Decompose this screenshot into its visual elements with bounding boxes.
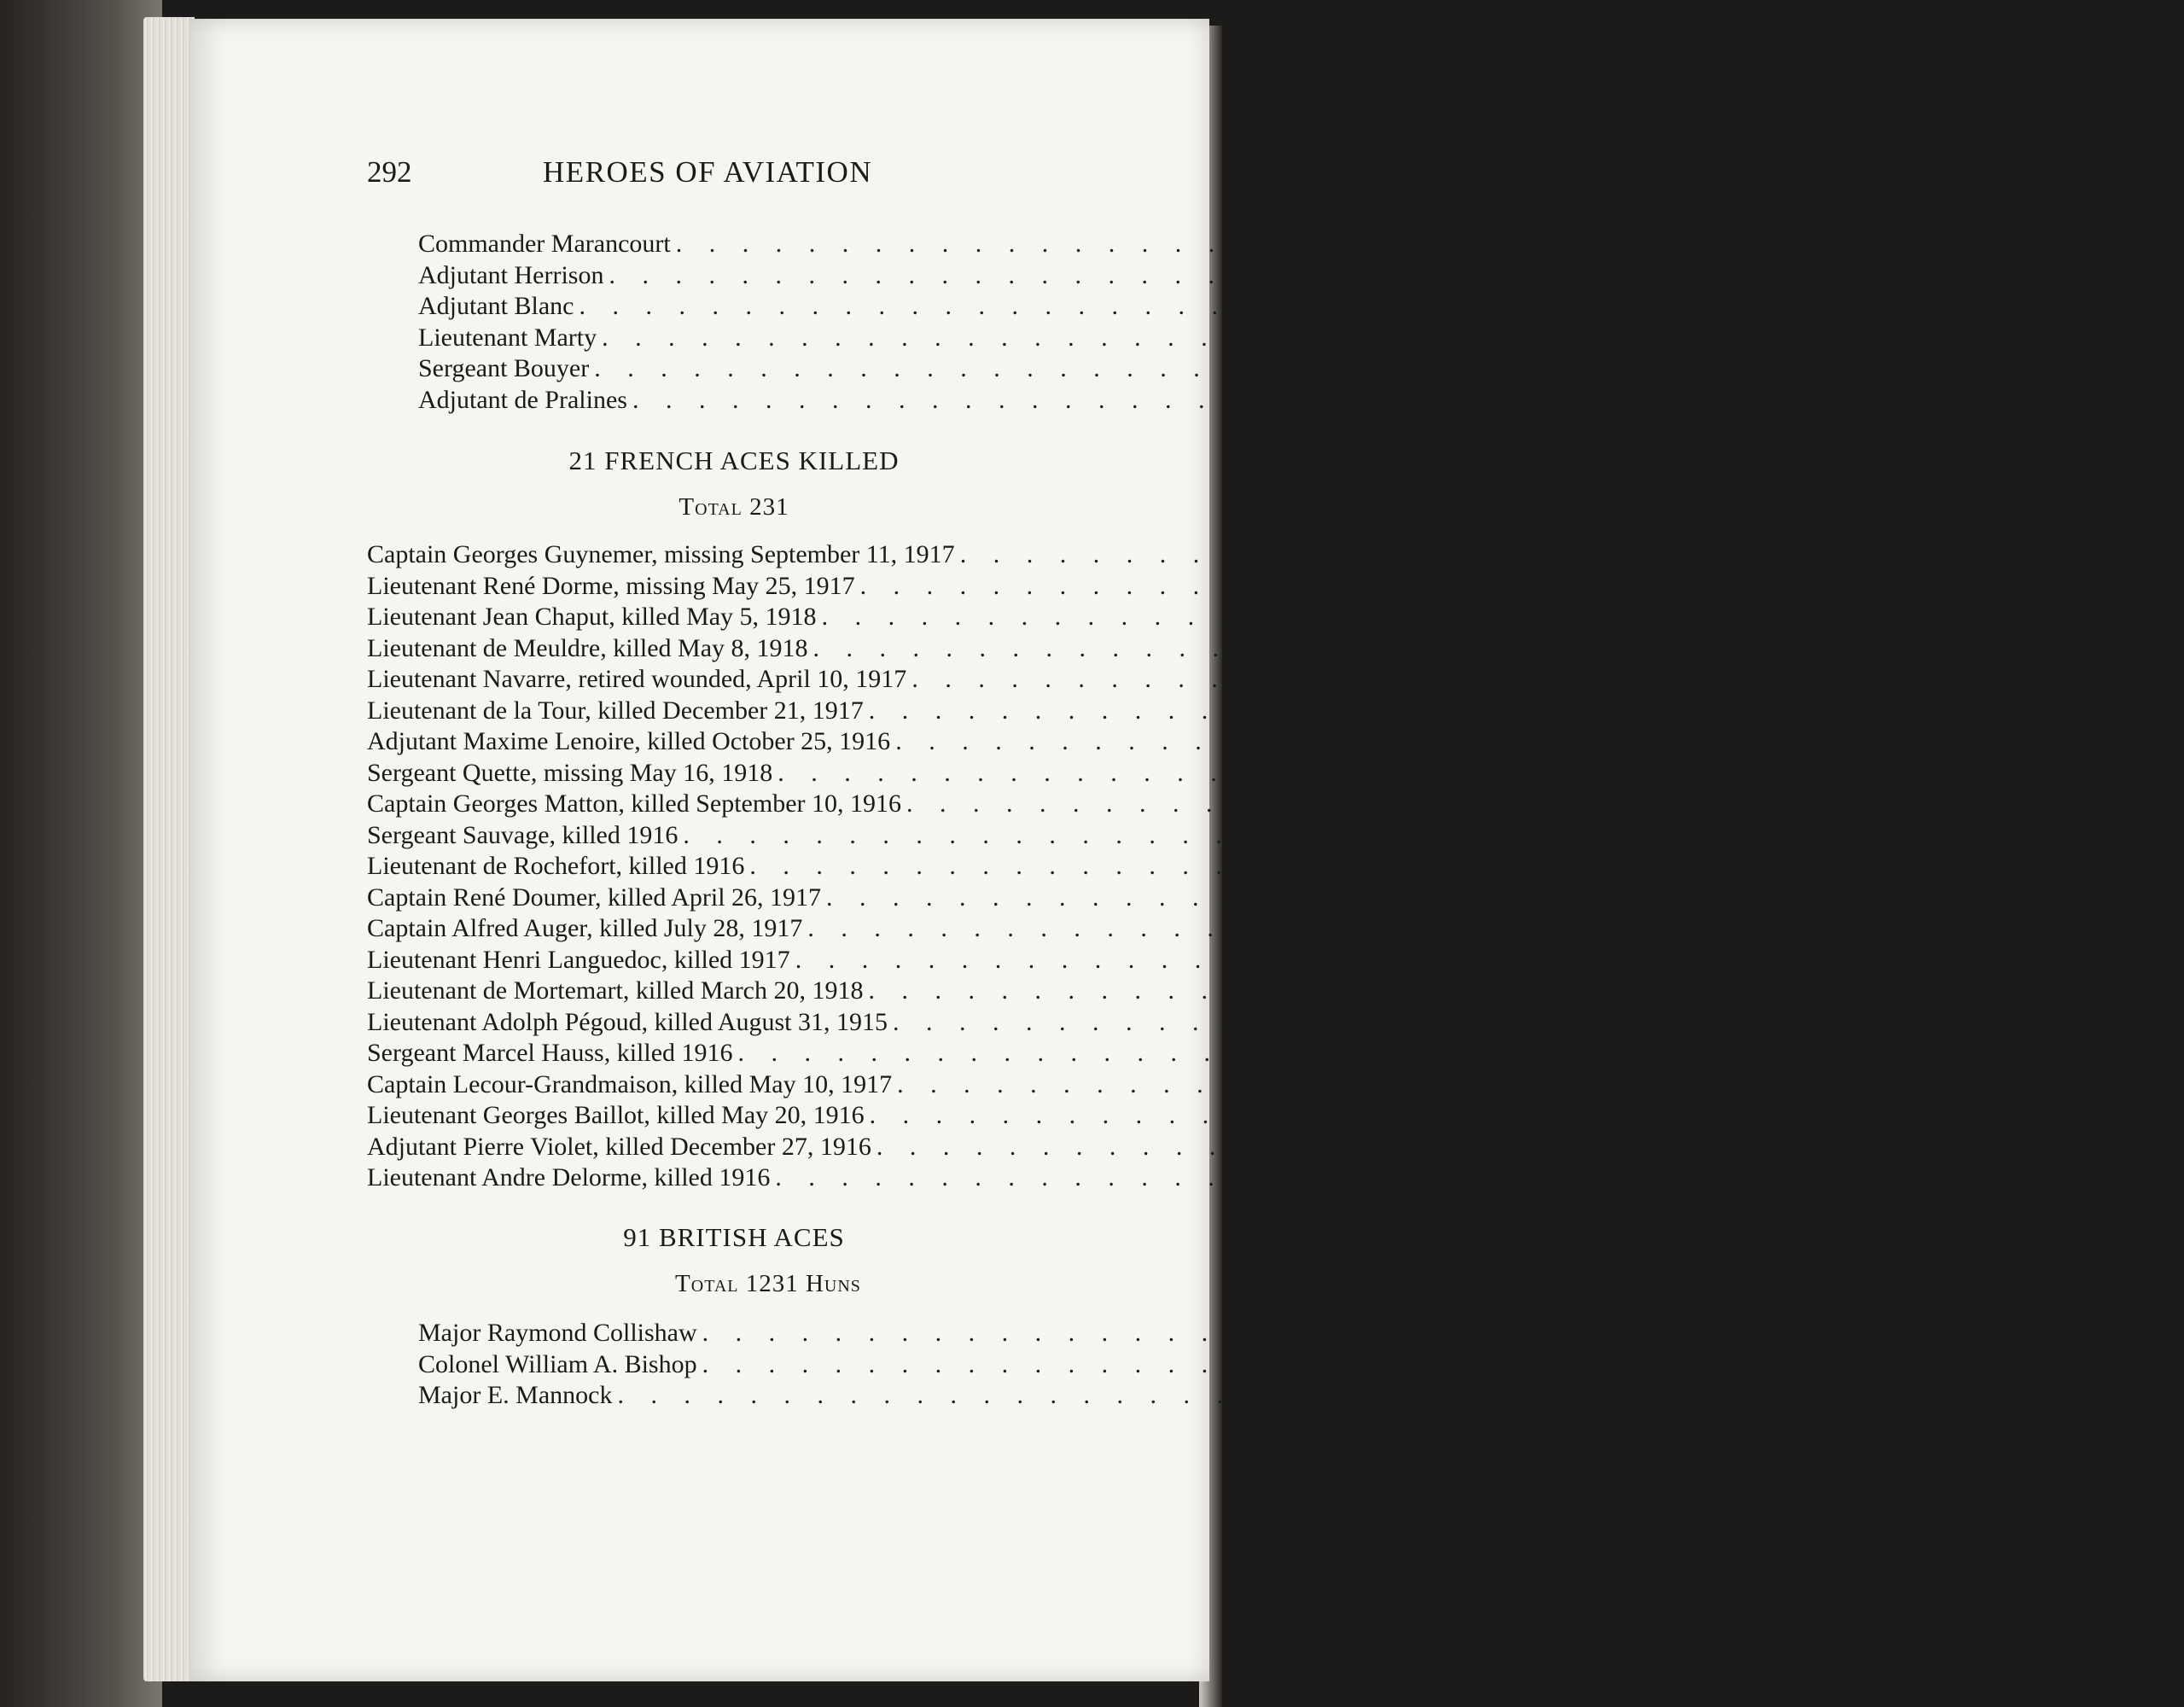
victory-count: 5 [2081,1101,2094,1129]
list-item [367,851,1974,883]
section-heading-british-aces: 91 BRITISH ACES [623,1222,845,1252]
ace-name: Commander Marancourt [418,229,676,260]
ace-name: Lieutenant Jean Chaput, killed May 5, 1918 [367,602,822,633]
ace-name: Lieutenant de Mortemart, killed March 20, 1918 [367,976,869,1007]
ace-name: Sergeant Sauvage, killed 1916 [367,820,683,852]
dot-leader: . . . . . . . . . . . . . . . . . . . . . . . . . . . . . . . . . . . . [602,323,1784,352]
dot-leader: . . . . . . . . . . . . . . . . . . . . . . . . . . . . . . . . . . . . [795,945,1977,974]
ace-name: Adjutant Herrison [418,260,609,292]
dot-leader: . . . . . . . . . . . . . . . . . . . . . . . . . . . . . . . . . . . . [594,354,1776,382]
ace-name: Lieutenant Georges Baillot, killed May 20, 1916 [367,1100,870,1132]
dot-leader: . . . . . . . . . . . . . . . . . . . . . . . . . . . . . . . . . . . . [737,1039,1920,1067]
list-item [367,1100,2094,1132]
dot-leader: . . . . . . . . . . . . . . . . . . . . . . . . . . . . . . . . . . . . [632,385,1814,414]
ace-name: Lieutenant Navarre, retired wounded, April 10, 1917 [367,664,911,696]
dot-leader: . . . . . . . . . . . . . . . . . . . . . . . . . . . . . . . . . . . . [897,1069,2079,1098]
dot-leader: . . . . . . . . . . . . . . . . . . . . . . . . . . . . . . . . . . . . [869,1101,2052,1129]
ace-name: Sergeant Marcel Hauss, killed 1916 [367,1038,738,1069]
victory-count: 5 [1986,1163,2000,1191]
list-item [367,913,2032,945]
list-item [367,1069,2122,1101]
victory-count: 11 [2094,727,2120,755]
ace-name: Captain René Doumer, killed April 26, 1917 [367,883,826,914]
ace-name: Colonel William A. Bishop [418,1349,702,1381]
ace-name: Captain Georges Guynemer, missing September 11, 1917 [367,539,960,571]
dot-leader: . . . . . . . . . . . . . . . . . . . . . . . . . . . . . . . . . . . . [775,1163,1957,1191]
dot-leader: . . . . . . . . . . . . . . . . . . . . . . . . . . . . . . . . . . . . [702,1349,1884,1378]
list-item [367,945,2020,976]
victory-count: 7 [2006,945,2020,974]
list-item [367,633,2038,665]
dot-leader: . . . . . . . . . . . . . . . . . . . . . . . . . . . . . . . . . . . . [911,665,2094,693]
ace-name: Major Raymond Collishaw [418,1318,702,1349]
book-title: HEROES OF AVIATION [543,155,873,189]
list-item [418,1318,1927,1349]
victory-count: 6 [2080,976,2093,1005]
victory-count: 71 [1815,1381,1842,1409]
victory-count: 72 [1901,1349,1927,1378]
french-aces-list [418,229,1896,416]
dot-leader: . . . . . . . . . . . . . . . . . . . . . . . . . . . . . . . . . . . . [807,914,1989,942]
british-aces-list [418,1318,1927,1412]
ace-name: Adjutant Maxime Lenoire, killed October 25, 1916 [367,726,895,758]
section-total-french-killed: Total 231 [678,493,789,521]
ace-name: Adjutant de Pralines [418,385,632,417]
ace-name: Sergeant Bouyer [418,353,594,385]
dot-leader: . . . . . . . . . . . . . . . . . . . . . . . . . . . . . . . . . . . . [778,758,1960,787]
page-stack-edges [143,17,195,1681]
list-item [418,260,1828,292]
list-item [418,291,1798,323]
ace-name: Lieutenant René Dorme, missing May 25, 1917 [367,571,860,603]
ace-name: Sergeant Quette, missing May 16, 1918 [367,758,778,789]
victory-count: 5 [2088,1132,2101,1161]
victory-count: 5 [2108,1069,2122,1098]
list-item [367,1038,1963,1069]
victory-count: 12 [2110,665,2136,693]
french-killed-list [367,539,2184,1194]
victory-count: 5 [1949,1039,1963,1067]
list-item [367,539,2184,571]
victory-count: 5 [1785,292,1798,320]
ace-name: Adjutant Blanc [418,291,579,323]
list-item [367,976,2093,1007]
list-item [367,571,2085,603]
dot-leader: . . . . . . . . . . . . . . . . . . . . . . . . . . . . . . . . . . . . [868,696,2051,725]
list-item [367,602,2047,633]
victory-count: 5 [1800,354,1814,382]
victory-count: 16 [2020,603,2047,631]
dot-leader: . . . . . . . . . . . . . . . . . . . . . . . . . . . . . . . . . . . . [609,260,1791,289]
dot-leader: . . . . . . . . . . . . . . . . . . . . . . . . . . . . . . . . . . . . [812,633,1995,662]
victory-count: 5 [1814,260,1828,289]
list-item [418,1380,1842,1412]
dot-leader: . . . . . . . . . . . . . . . . . . . . . . . . . . . . . . . . . . . . [683,820,1865,849]
dot-leader: . . . . . . . . . . . . . . . . . . . . . . . . . . . . . . . . . . . . [702,1319,1884,1347]
list-item [418,385,1852,417]
dot-leader: . . . . . . . . . . . . . . . . . . . . . . . . . . . . . . . . . . . . [859,571,2042,600]
ace-name: Lieutenant de Rochefort, killed 1916 [367,851,749,883]
ace-name: Lieutenant de Meuldre, killed May 8, 1918 [367,633,813,665]
dot-leader: . . . . . . . . . . . . . . . . . . . . . . . . . . . . . . . . . . . . [617,1381,1799,1409]
list-item [367,758,2002,789]
list-item [367,1162,2000,1194]
list-item [367,1132,2101,1163]
ace-name: Lieutenant Adolph Pégoud, killed August 31, 1915 [367,1007,893,1039]
list-item [367,726,2120,758]
ace-name: Major E. Mannock [418,1380,617,1412]
victory-count: 53 [2158,540,2184,568]
victory-count: 7 [2018,914,2032,942]
victory-count: 11 [2068,696,2094,725]
list-item [418,1349,1927,1381]
book-edge [0,0,162,1707]
victory-count: 5 [1882,230,1896,258]
victory-count: 8 [1894,820,1907,849]
victory-count: 5 [1808,323,1821,352]
victory-count: 9 [2117,789,2131,818]
section-total-british-aces: Total 1231 Huns [675,1270,861,1297]
dot-leader: . . . . . . . . . . . . . . . . . . . . . . . . . . . . . . . . . . . . [892,1007,2075,1036]
list-item [367,883,2051,914]
ace-name: Adjutant Pierre Violet, killed December 27, 1916 [367,1132,877,1163]
ace-name: Captain Georges Matton, killed September 10, 1916 [367,789,906,820]
ace-name: Captain Lecour-Grandmaison, killed May 10, 1917 [367,1069,897,1101]
dot-leader: . . . . . . . . . . . . . . . . . . . . . . . . . . . . . . . . . . . . [579,292,1761,320]
victory-count: 10 [1976,758,2002,787]
dot-leader: . . . . . . . . . . . . . . . . . . . . . . . . . . . . . . . . . . . . [959,540,2142,568]
dot-leader: . . . . . . . . . . . . . . . . . . . . . . . . . . . . . . . . . . . . [868,976,2050,1005]
dot-leader: . . . . . . . . . . . . . . . . . . . . . . . . . . . . . . . . . . . . [906,789,2088,818]
page-number: 292 [367,155,412,189]
list-item [367,789,2131,820]
dot-leader: . . . . . . . . . . . . . . . . . . . . . . . . . . . . . . . . . . . . [821,603,2004,631]
dot-leader: . . . . . . . . . . . . . . . . . . . . . . . . . . . . . . . . . . . . [876,1132,2059,1161]
dot-leader: . . . . . . . . . . . . . . . . . . . . . . . . . . . . . . . . . . . . [675,230,1858,258]
victory-count: 23 [2059,571,2085,600]
section-heading-french-killed: 21 FRENCH ACES KILLED [568,446,900,475]
list-item [367,820,1907,852]
victory-count: 6 [2104,1007,2117,1036]
ace-name: Lieutenant Marty [418,323,602,354]
victory-count: 5 [1838,385,1852,414]
list-item [367,696,2094,727]
dot-leader: . . . . . . . . . . . . . . . . . . . . . . . . . . . . . . . . . . . . [895,727,2077,755]
ace-name: Lieutenant de la Tour, killed December 21, 1917 [367,696,869,727]
list-item [418,229,1896,260]
victory-count: 7 [2037,883,2051,912]
victory-count: 77 [1901,1319,1927,1347]
victory-count: 7 [1960,852,1974,880]
dot-leader: . . . . . . . . . . . . . . . . . . . . . . . . . . . . . . . . . . . . [749,852,1931,880]
ace-name: Lieutenant Andre Delorme, killed 1916 [367,1162,775,1194]
list-item [418,323,1821,354]
victory-count: 13 [2012,633,2038,662]
list-item [367,1007,2117,1039]
ace-name: Captain Alfred Auger, killed July 28, 1917 [367,913,807,945]
ace-name: Lieutenant Henri Languedoc, killed 1917 [367,945,795,976]
list-item [418,353,1814,385]
list-item [367,664,2136,696]
dot-leader: . . . . . . . . . . . . . . . . . . . . . . . . . . . . . . . . . . . . [826,883,2008,912]
